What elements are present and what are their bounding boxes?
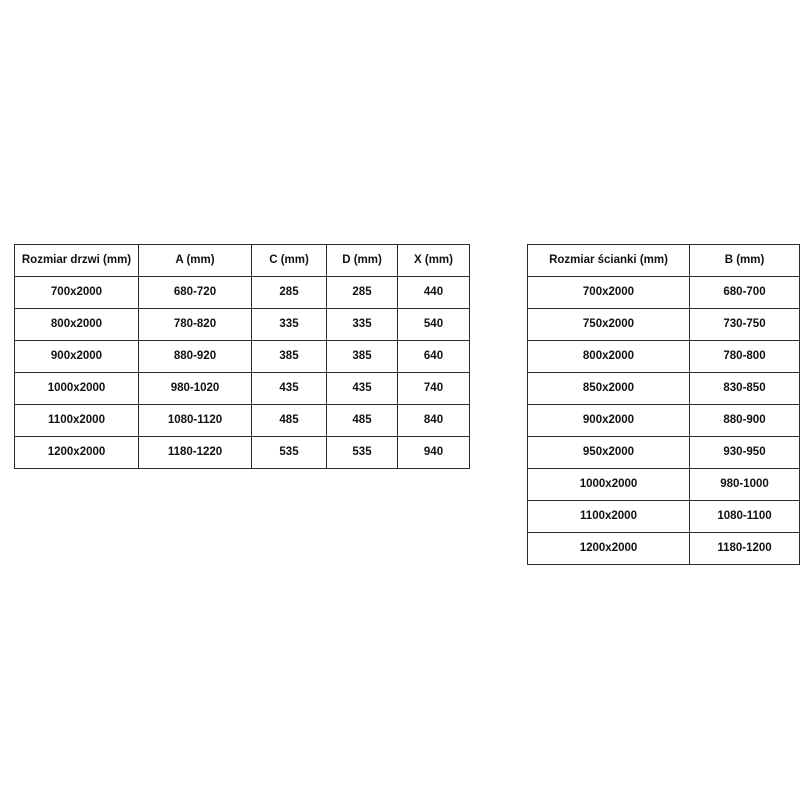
cell-a: 780-820 [139,309,252,341]
table-row [15,341,470,373]
table-row [528,373,800,405]
cell-c: 285 [252,277,327,309]
cell-b: 980-1000 [690,469,800,501]
cell-d: 535 [327,437,398,469]
cell-x: 540 [398,309,470,341]
cell-wall-size: 950x2000 [528,437,690,469]
cell-c: 535 [252,437,327,469]
cell-b: 930-950 [690,437,800,469]
cell-wall-size: 1100x2000 [528,501,690,533]
cell-door-size: 1100x2000 [15,405,139,437]
table-row [528,277,800,309]
cell-c: 435 [252,373,327,405]
table-row [528,533,800,565]
cell-wall-size: 900x2000 [528,405,690,437]
cell-b: 780-800 [690,341,800,373]
table-row [528,437,800,469]
cell-x: 440 [398,277,470,309]
cell-a: 880-920 [139,341,252,373]
cell-c: 335 [252,309,327,341]
cell-x: 940 [398,437,470,469]
cell-b: 1080-1100 [690,501,800,533]
cell-b: 880-900 [690,405,800,437]
table-row [528,341,800,373]
table-row [15,373,470,405]
cell-door-size: 1000x2000 [15,373,139,405]
cell-b: 680-700 [690,277,800,309]
cell-a: 1180-1220 [139,437,252,469]
column-header-wall-size: Rozmiar ścianki (mm) [528,245,690,277]
cell-b: 730-750 [690,309,800,341]
column-header-c: C (mm) [252,245,327,277]
cell-d: 485 [327,405,398,437]
cell-wall-size: 1000x2000 [528,469,690,501]
cell-b: 1180-1200 [690,533,800,565]
cell-a: 1080-1120 [139,405,252,437]
table-row [15,277,470,309]
table-header-row [15,245,470,277]
cell-x: 740 [398,373,470,405]
cell-wall-size: 800x2000 [528,341,690,373]
cell-x: 840 [398,405,470,437]
shower-door-size-table [14,244,470,469]
column-header-x: X (mm) [398,245,470,277]
cell-c: 385 [252,341,327,373]
column-header-a: A (mm) [139,245,252,277]
cell-wall-size: 750x2000 [528,309,690,341]
cell-d: 435 [327,373,398,405]
cell-a: 980-1020 [139,373,252,405]
cell-b: 830-850 [690,373,800,405]
table-row [528,405,800,437]
cell-door-size: 1200x2000 [15,437,139,469]
table-row [528,469,800,501]
cell-x: 640 [398,341,470,373]
cell-door-size: 700x2000 [15,277,139,309]
table-header-row [528,245,800,277]
cell-wall-size: 1200x2000 [528,533,690,565]
cell-wall-size: 850x2000 [528,373,690,405]
table-row [15,309,470,341]
cell-door-size: 800x2000 [15,309,139,341]
column-header-d: D (mm) [327,245,398,277]
cell-d: 385 [327,341,398,373]
cell-c: 485 [252,405,327,437]
cell-d: 285 [327,277,398,309]
table-row [528,309,800,341]
table-row [528,501,800,533]
table-row [15,405,470,437]
table-row [15,437,470,469]
column-header-door-size: Rozmiar drzwi (mm) [15,245,139,277]
cell-d: 335 [327,309,398,341]
cell-door-size: 900x2000 [15,341,139,373]
shower-wall-size-table [527,244,800,565]
column-header-b: B (mm) [690,245,800,277]
cell-a: 680-720 [139,277,252,309]
cell-wall-size: 700x2000 [528,277,690,309]
